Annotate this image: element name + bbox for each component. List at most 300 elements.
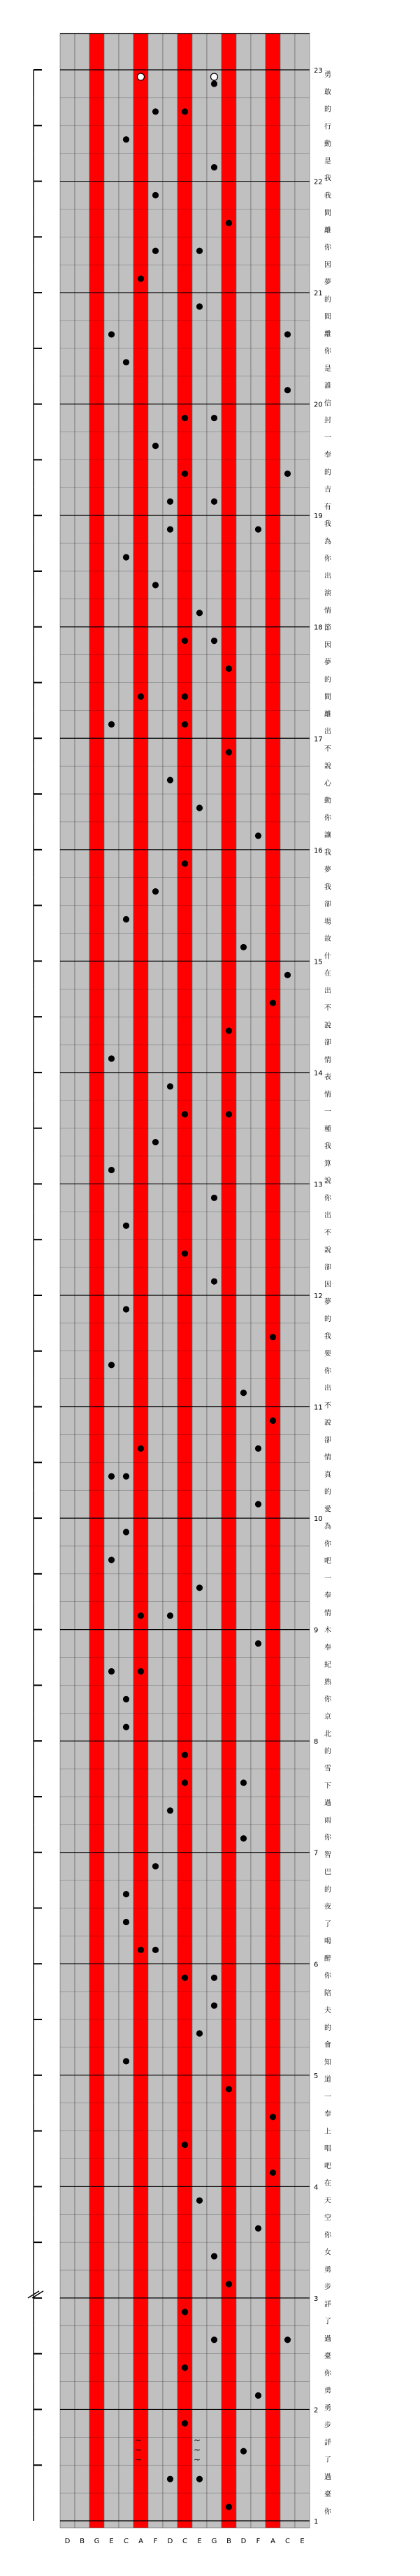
lyric-char: 你 — [324, 555, 331, 564]
filled-circle-icon — [226, 220, 232, 226]
lyric-char: 種 — [324, 1125, 331, 1133]
lyric-char: 卻 — [324, 1436, 331, 1445]
lyric-char: 行 — [324, 123, 331, 131]
filled-circle-icon — [138, 1445, 144, 1452]
lyric-char: 出 — [324, 1212, 331, 1220]
lyric-char: 出 — [324, 1385, 331, 1393]
lyric-char: 出 — [324, 987, 331, 995]
lyric-char: 詳 — [324, 2300, 331, 2309]
measure-number: 23 — [314, 67, 323, 75]
lyric-char: 空 — [324, 2214, 331, 2223]
key-name-axis — [65, 2538, 305, 2545]
filled-circle-icon — [284, 972, 291, 978]
filled-circle-icon — [152, 192, 159, 198]
key-label-F: F — [153, 2538, 158, 2545]
lyric-char: 的 — [324, 469, 331, 477]
lyric-char: 卻 — [324, 901, 331, 909]
filled-circle-icon — [284, 2336, 291, 2343]
lyric-char: 過 — [324, 2473, 331, 2482]
lyric-char: 動 — [324, 797, 331, 805]
measure-number: 7 — [314, 1849, 319, 1857]
key-strip-B — [75, 34, 89, 2528]
filled-circle-icon — [182, 693, 188, 700]
lyric-char: 奉 — [324, 2110, 331, 2119]
filled-circle-icon — [255, 2392, 261, 2399]
filled-circle-icon — [138, 276, 144, 282]
lyric-char: 我 — [324, 1142, 331, 1151]
filled-circle-icon — [138, 1612, 144, 1619]
lyric-char: 真 — [324, 1471, 331, 1479]
lyric-char: 我 — [324, 175, 331, 183]
lyric-char: 夫 — [324, 2007, 331, 2015]
lyric-char: 女 — [324, 2249, 331, 2257]
filled-circle-icon — [123, 136, 129, 142]
lyric-char: 夢 — [324, 279, 331, 287]
filled-circle-icon — [182, 2420, 188, 2427]
filled-circle-icon — [182, 2142, 188, 2148]
filled-circle-icon — [182, 721, 188, 728]
key-label-B: B — [226, 2538, 231, 2545]
filled-circle-icon — [226, 665, 232, 672]
key-label-B: B — [80, 2538, 85, 2545]
lyric-char: 勇 — [324, 2266, 331, 2274]
lyric-char: 了 — [324, 2318, 331, 2326]
filled-circle-icon — [240, 1779, 247, 1786]
filled-circle-icon — [167, 527, 173, 533]
filled-circle-icon — [226, 2503, 232, 2510]
key-label-F: F — [256, 2538, 261, 2545]
tremolo-mark: ~ — [135, 2445, 143, 2455]
filled-circle-icon — [182, 1251, 188, 1257]
lyric-char: 是 — [324, 365, 331, 373]
lyric-char: 要 — [324, 1350, 331, 1358]
lyric-char: 道 — [324, 2076, 331, 2084]
measure-number: 4 — [314, 2184, 319, 2192]
lyric-char: 奉 — [324, 1592, 331, 1600]
filled-circle-icon — [211, 2336, 217, 2343]
lyric-char: 我 — [324, 192, 331, 200]
lyric-char: 的 — [324, 2024, 331, 2032]
filled-circle-icon — [123, 1696, 129, 1702]
key-strip-E — [192, 34, 207, 2528]
key-label-D: D — [167, 2538, 173, 2545]
lyric-char: 雪 — [324, 1765, 331, 1773]
lyric-char: 夜 — [324, 1903, 331, 1911]
lyric-char: 你 — [324, 1540, 331, 1548]
lyric-char: 離 — [324, 226, 331, 235]
lyric-char: 因 — [324, 1281, 331, 1289]
filled-circle-icon — [255, 832, 261, 839]
filled-circle-icon — [226, 1111, 232, 1117]
open-circle-icon — [211, 73, 218, 80]
lyric-char: 卻 — [324, 1039, 331, 1047]
key-strip-A — [266, 34, 280, 2528]
rhythm-stems — [34, 70, 42, 2521]
lyric-char: 你 — [324, 2369, 331, 2378]
lyric-char: 的 — [324, 1488, 331, 1496]
lyric-char: 說 — [324, 1177, 331, 1186]
lyric-char: 臺 — [324, 2353, 331, 2361]
filled-circle-icon — [167, 777, 173, 783]
filled-circle-icon — [123, 1919, 129, 1925]
lyric-char: 的 — [324, 295, 331, 304]
lyric-char: 心 — [324, 779, 331, 788]
key-label-C: C — [182, 2538, 187, 2545]
filled-circle-icon — [226, 2281, 232, 2287]
key-label-E: E — [197, 2538, 202, 2545]
measure-number: 12 — [314, 1293, 323, 1300]
filled-circle-icon — [152, 108, 159, 115]
measure-number: 1 — [314, 2518, 319, 2526]
filled-circle-icon — [196, 610, 203, 616]
key-strip-G — [89, 34, 104, 2528]
lyric-char: 一 — [324, 1108, 331, 1117]
filled-circle-icon — [211, 80, 217, 87]
lyric-char: 節 — [324, 624, 331, 633]
filled-circle-icon — [270, 1000, 276, 1006]
filled-circle-icon — [240, 944, 247, 950]
filled-circle-icon — [152, 248, 159, 254]
lyric-char: 你 — [324, 1972, 331, 1980]
filled-circle-icon — [270, 1334, 276, 1340]
key-label-G: G — [211, 2538, 217, 2545]
filled-circle-icon — [284, 387, 291, 393]
measure-number: 22 — [314, 178, 323, 186]
lyric-char: 吧 — [324, 1557, 331, 1566]
lyric-char: 你 — [324, 244, 331, 252]
filled-circle-icon — [211, 415, 217, 421]
lyric-char: 不 — [324, 1004, 331, 1013]
lyric-char: 情 — [324, 1056, 331, 1064]
filled-circle-icon — [226, 2086, 232, 2092]
lyric-char: 夢 — [324, 658, 331, 667]
filled-circle-icon — [108, 721, 115, 728]
lyric-char: 步 — [324, 2422, 331, 2430]
lyric-char: 一 — [324, 2093, 331, 2101]
filled-circle-icon — [182, 2364, 188, 2371]
lyric-char: 演 — [324, 589, 331, 598]
lyric-char: 誰 — [324, 382, 331, 390]
lyric-char: 間 — [324, 313, 331, 321]
lyric-char: 詳 — [324, 2438, 331, 2447]
lyric-char: 夢 — [324, 1298, 331, 1307]
tremolo-mark: ~ — [135, 2435, 143, 2445]
filled-circle-icon — [255, 527, 261, 533]
key-strip-E — [295, 34, 310, 2528]
filled-circle-icon — [211, 1195, 217, 1201]
lyric-char: 了 — [324, 2456, 331, 2464]
lyric-char: 的 — [324, 1747, 331, 1756]
lyric-char: 京 — [324, 1713, 331, 1721]
lyric-char: 紀 — [324, 1661, 331, 1670]
filled-circle-icon — [152, 582, 159, 588]
filled-circle-icon — [152, 1947, 159, 1953]
filled-circle-icon — [196, 248, 203, 254]
lyric-char: 表 — [324, 1073, 331, 1082]
lyrics-column — [324, 71, 332, 2516]
measure-number: 5 — [314, 2072, 319, 2080]
key-label-G: G — [94, 2538, 100, 2545]
filled-circle-icon — [123, 1306, 129, 1312]
filled-circle-icon — [196, 303, 203, 309]
filled-circle-icon — [123, 359, 129, 365]
lyric-char: 勇 — [324, 71, 331, 79]
lyric-char: 你 — [324, 348, 331, 356]
lyric-char: 你 — [324, 1695, 331, 1704]
lyric-char: 故 — [324, 935, 331, 943]
lyric-char: 我 — [324, 1332, 331, 1341]
measure-number: 19 — [314, 513, 323, 521]
lyric-char: 天 — [324, 2197, 331, 2205]
filled-circle-icon — [255, 2225, 261, 2232]
measure-number: 14 — [314, 1069, 323, 1077]
filled-circle-icon — [240, 1390, 247, 1396]
measure-number: 18 — [314, 624, 323, 632]
measure-number: 11 — [314, 1404, 323, 1412]
lyric-char: 的 — [324, 1316, 331, 1324]
lyric-char: 木 — [324, 1626, 331, 1635]
measure-number: 8 — [314, 1738, 319, 1746]
filled-circle-icon — [182, 108, 188, 115]
lyric-char: 熟 — [324, 1678, 331, 1686]
key-strip-D — [236, 34, 251, 2528]
lyric-char: 在 — [324, 2179, 331, 2188]
filled-circle-icon — [182, 638, 188, 644]
key-label-D: D — [64, 2538, 71, 2545]
filled-circle-icon — [167, 1083, 173, 1089]
lyric-char: 醉 — [324, 1955, 331, 1963]
filled-circle-icon — [152, 1863, 159, 1869]
lyric-char: 因 — [324, 261, 331, 270]
lyric-char: 情 — [324, 607, 331, 615]
filled-circle-icon — [108, 1668, 115, 1675]
lyric-char: 出 — [324, 572, 331, 580]
lyric-char: 吧 — [324, 2162, 331, 2170]
lyric-char: 因 — [324, 641, 331, 649]
filled-circle-icon — [123, 554, 129, 560]
filled-circle-icon — [123, 1891, 129, 1897]
filled-circle-icon — [167, 1612, 173, 1619]
lyric-char: 算 — [324, 1160, 331, 1168]
filled-circle-icon — [182, 1752, 188, 1758]
lyric-char: 情 — [324, 1609, 331, 1617]
filled-circle-icon — [196, 2198, 203, 2204]
filled-circle-icon — [182, 860, 188, 867]
lyric-char: 信 — [324, 399, 331, 408]
filled-circle-icon — [138, 1668, 144, 1675]
filled-circle-icon — [182, 1111, 188, 1117]
lyric-char: 陪 — [324, 1989, 331, 1998]
filled-circle-icon — [182, 415, 188, 421]
lyric-char: 雨 — [324, 1816, 331, 1825]
lyric-char: 你 — [324, 2231, 331, 2239]
filled-circle-icon — [196, 2476, 203, 2482]
lyric-char: 一 — [324, 1575, 331, 1583]
key-label-E: E — [300, 2538, 305, 2545]
lyric-char: 說 — [324, 763, 331, 771]
lyric-char: 有 — [324, 503, 331, 511]
lyric-char: 會 — [324, 2041, 331, 2049]
filled-circle-icon — [196, 2030, 203, 2036]
filled-circle-icon — [123, 1724, 129, 1730]
lyric-char: 的 — [324, 676, 331, 684]
lyric-char: 間 — [324, 209, 331, 218]
key-label-A: A — [270, 2538, 275, 2545]
key-strip-D — [163, 34, 178, 2528]
measure-number-labels — [314, 67, 323, 2526]
key-label-D: D — [240, 2538, 247, 2545]
lyric-char: 敢 — [324, 88, 331, 96]
key-strip-E — [104, 34, 119, 2528]
filled-circle-icon — [108, 1473, 115, 1480]
lyric-char: 奉 — [324, 451, 331, 459]
filled-circle-icon — [167, 1807, 173, 1813]
key-strips — [60, 34, 310, 2528]
lyric-char: 夢 — [324, 866, 331, 874]
lyric-char: 離 — [324, 710, 331, 719]
measure-number: 13 — [314, 1181, 323, 1189]
lyric-char: 我 — [324, 520, 331, 529]
filled-circle-icon — [152, 1139, 159, 1145]
measure-number: 3 — [314, 2295, 319, 2303]
measure-number: 16 — [314, 846, 323, 855]
lyric-char: 的 — [324, 105, 331, 114]
measure-number: 6 — [314, 1961, 319, 1969]
open-circle-icon — [138, 73, 145, 80]
lyric-char: 讓 — [324, 832, 331, 840]
filled-circle-icon — [182, 2309, 188, 2315]
key-label-A: A — [138, 2538, 143, 2545]
filled-circle-icon — [211, 1278, 217, 1284]
filled-circle-icon — [152, 888, 159, 895]
lyric-char: 步 — [324, 2283, 331, 2292]
filled-circle-icon — [270, 2114, 276, 2120]
lyric-char: 北 — [324, 1730, 331, 1739]
key-strip-F — [148, 34, 163, 2528]
lyric-char: 不 — [324, 1401, 331, 1410]
lyric-char: 一 — [324, 434, 331, 442]
filled-circle-icon — [284, 331, 291, 337]
filled-circle-icon — [240, 2448, 247, 2454]
lyric-char: 情 — [324, 1091, 331, 1099]
measure-number: 10 — [314, 1515, 323, 1524]
lyric-char: 智 — [324, 1851, 331, 1860]
filled-circle-icon — [123, 1529, 129, 1535]
filled-circle-icon — [226, 749, 232, 756]
filled-circle-icon — [138, 693, 144, 700]
filled-circle-icon — [211, 2003, 217, 2009]
filled-circle-icon — [108, 1362, 115, 1368]
lyric-char: 過 — [324, 1799, 331, 1808]
measure-number: 9 — [314, 1626, 319, 1635]
lyric-char: 臺 — [324, 2491, 331, 2499]
lyric-char: 喝 — [324, 1938, 331, 1946]
filled-circle-icon — [240, 1835, 247, 1841]
filled-circle-icon — [138, 1947, 144, 1953]
lyric-char: 情 — [324, 1454, 331, 1462]
filled-circle-icon — [255, 1640, 261, 1647]
lyric-char: 說 — [324, 1246, 331, 1255]
filled-circle-icon — [167, 499, 173, 505]
filled-circle-icon — [211, 2253, 217, 2259]
key-label-C: C — [124, 2538, 129, 2545]
filled-circle-icon — [211, 1975, 217, 1981]
measure-number: 2 — [314, 2406, 319, 2415]
filled-circle-icon — [182, 1975, 188, 1981]
lyric-char: 出 — [324, 728, 331, 736]
filled-circle-icon — [182, 471, 188, 477]
lyric-char: 是 — [324, 157, 331, 165]
key-label-C: C — [285, 2538, 290, 2545]
key-strip-B — [222, 34, 236, 2528]
lyric-char: 你 — [324, 2508, 331, 2516]
filled-circle-icon — [167, 2476, 173, 2482]
filled-circle-icon — [226, 1027, 232, 1033]
measure-number: 20 — [314, 401, 323, 409]
lyric-char: 什 — [324, 952, 331, 961]
key-label-E: E — [109, 2538, 114, 2545]
filled-circle-icon — [123, 2058, 129, 2064]
filled-circle-icon — [123, 1473, 129, 1480]
filled-circle-icon — [284, 471, 291, 477]
tremolo-mark: ~ — [135, 2454, 143, 2465]
measure-number: 17 — [314, 735, 323, 744]
lyric-char: 巴 — [324, 1869, 331, 1877]
lyric-char: 你 — [324, 1367, 331, 1376]
filled-circle-icon — [108, 1055, 115, 1061]
lyric-char: 封 — [324, 417, 331, 425]
filled-circle-icon — [211, 638, 217, 644]
filled-circle-icon — [211, 164, 217, 170]
lyric-char: 說 — [324, 1419, 331, 1427]
filled-circle-icon — [211, 499, 217, 505]
tremolo-mark: ~ — [194, 2445, 201, 2455]
lyric-char: 了 — [324, 1920, 331, 1929]
lyric-char: 你 — [324, 814, 331, 823]
tremolo-mark: ~ — [194, 2435, 201, 2445]
lyric-char: 為 — [324, 1523, 331, 1531]
lyric-char: 不 — [324, 745, 331, 753]
tremolo-mark: ~ — [194, 2454, 201, 2465]
lyric-char: 吉 — [324, 486, 331, 494]
lyric-char: 我 — [324, 848, 331, 857]
filled-circle-icon — [270, 1418, 276, 1424]
filled-circle-icon — [255, 1501, 261, 1508]
lyric-char: 過 — [324, 2335, 331, 2343]
measure-number: 15 — [314, 958, 323, 966]
key-strip-A — [133, 34, 148, 2528]
lyric-char: 動 — [324, 140, 331, 149]
key-strip-C — [119, 34, 133, 2528]
lyric-char: 間 — [324, 693, 331, 702]
lyric-char: 卻 — [324, 1263, 331, 1272]
filled-circle-icon — [108, 1167, 115, 1173]
key-strip-D — [60, 34, 75, 2528]
lyric-char: 在 — [324, 970, 331, 978]
filled-circle-icon — [152, 443, 159, 449]
lyric-char: 離 — [324, 330, 331, 339]
key-strip-F — [251, 34, 266, 2528]
lyric-char: 你 — [324, 1834, 331, 1842]
lyric-char: 的 — [324, 1885, 331, 1894]
filled-circle-icon — [123, 1223, 129, 1229]
lyric-char: 上 — [324, 2128, 331, 2136]
lyric-char: 勇 — [324, 2404, 331, 2413]
lyric-char: 你 — [324, 1194, 331, 1202]
filled-circle-icon — [108, 331, 115, 337]
lyric-char: 奉 — [324, 1644, 331, 1652]
lyric-char: 下 — [324, 1782, 331, 1790]
